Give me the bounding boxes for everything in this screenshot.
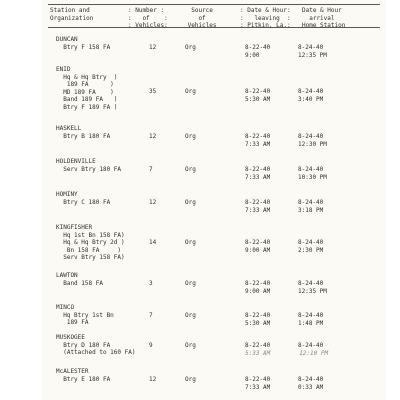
table-header bbox=[48, 4, 380, 28]
station-cell: LAWTON Band 158 FA bbox=[56, 272, 103, 287]
station-cell: HOMINY Btry C 180 FA bbox=[56, 191, 111, 206]
arrival-cell: 8-24-40 3:40 PM bbox=[298, 88, 324, 103]
source-cell: Org bbox=[185, 199, 196, 206]
vehicles-cell: 12 bbox=[149, 133, 157, 140]
leaving-cell: 8-22-40 bbox=[245, 342, 271, 349]
source-cell: Org bbox=[185, 376, 196, 383]
leaving-cell: 8-22-40 9:00 bbox=[245, 44, 271, 59]
vehicles-cell: 35 bbox=[149, 88, 157, 95]
vehicles-cell: 12 bbox=[149, 199, 157, 206]
header-station: Station and Organization bbox=[50, 7, 94, 22]
station-cell: DUNCAN Btry F 158 FA bbox=[56, 36, 111, 51]
source-cell: Org bbox=[185, 88, 196, 95]
station-cell: HASKELL Btry B 180 FA bbox=[56, 125, 111, 140]
station-cell: ENID Hq & Hq Btry ) 189 FA ) MD 189 FA ) Band 189 FA ) Btry F 189 FA ) bbox=[56, 66, 118, 111]
arrival-cell: 8-24-40 1:48 PM bbox=[298, 312, 324, 327]
header-source: Source of Vehicles bbox=[187, 7, 217, 29]
leaving-cell: 8-22-40 7:33 AM bbox=[245, 166, 271, 181]
source-cell: Org bbox=[185, 239, 196, 246]
vehicles-cell: 12 bbox=[149, 376, 157, 383]
header-leaving: : Date & Hour: : leaving : : Pitkin, La.: bbox=[240, 7, 291, 29]
station-cell: MUSKOGEE Btry D 180 FA (Attached to 160 FA) bbox=[56, 334, 136, 356]
arrival-cell: 8-24-40 0:33 AM bbox=[298, 376, 324, 391]
station-cell: KINGFISHER Hq 1st Bn 158 FA) Hq & Hq Btry 2d ) Bn 158 FA ) Serv Btry 158 FA) bbox=[56, 224, 125, 261]
source-cell: Org bbox=[185, 280, 196, 287]
leaving-cell: 8-22-40 7:33 AM bbox=[245, 133, 271, 148]
leaving-cell: 8-22-40 5:30 AM bbox=[245, 312, 271, 327]
vehicles-cell: 7 bbox=[149, 166, 153, 173]
leaving-cell: 8-22-40 7:33 AM bbox=[245, 376, 271, 391]
header-arrival: Date & Hour arrival Home Station bbox=[302, 7, 346, 29]
station-cell: McALESTER Btry E 180 FA bbox=[56, 368, 111, 383]
vehicles-cell: 7 bbox=[149, 312, 153, 319]
arrival-cell: 8-24-40 12:30 PM bbox=[298, 133, 327, 148]
source-cell: Org bbox=[185, 133, 196, 140]
arrival-cell: 8-24-40 12:35 PM bbox=[298, 280, 327, 295]
arrival-cell: 8-24-40 bbox=[298, 342, 324, 349]
leaving-cell: 8-22-40 7:33 AM bbox=[245, 199, 271, 214]
source-cell: Org bbox=[185, 312, 196, 319]
source-cell: Org bbox=[185, 166, 196, 173]
vehicles-cell: 12 bbox=[149, 44, 157, 51]
vehicles-cell: 14 bbox=[149, 239, 157, 246]
source-cell: Org bbox=[185, 44, 196, 51]
vehicles-cell: 3 bbox=[149, 280, 153, 287]
arrival-cell: 8-24-40 2:30 PM bbox=[298, 239, 324, 254]
station-cell: MINCO Hq Btry 1st Bn 189 FA bbox=[56, 304, 114, 326]
document-page bbox=[42, 0, 386, 400]
header-number: : Number : : of : : Vehicles: bbox=[128, 7, 168, 29]
vehicles-cell: 9 bbox=[149, 342, 153, 349]
arrival-cell: 8-24-40 10:30 PM bbox=[298, 166, 327, 181]
leaving-cell: 8-22-40 5:30 AM bbox=[245, 88, 271, 103]
source-cell: Org bbox=[185, 342, 196, 349]
leaving-cell: 8-22-40 9:00 AM bbox=[245, 239, 271, 254]
handwritten-times: 5:33 AM 12:10 PM bbox=[245, 350, 329, 357]
leaving-cell: 8-22-40 9:00 AM bbox=[245, 280, 271, 295]
station-cell: HOLDENVILLE Serv Btry 180 FA bbox=[56, 158, 122, 173]
arrival-cell: 8-24-40 3:18 PM bbox=[298, 199, 324, 214]
arrival-cell: 8-24-40 12:35 PM bbox=[298, 44, 327, 59]
